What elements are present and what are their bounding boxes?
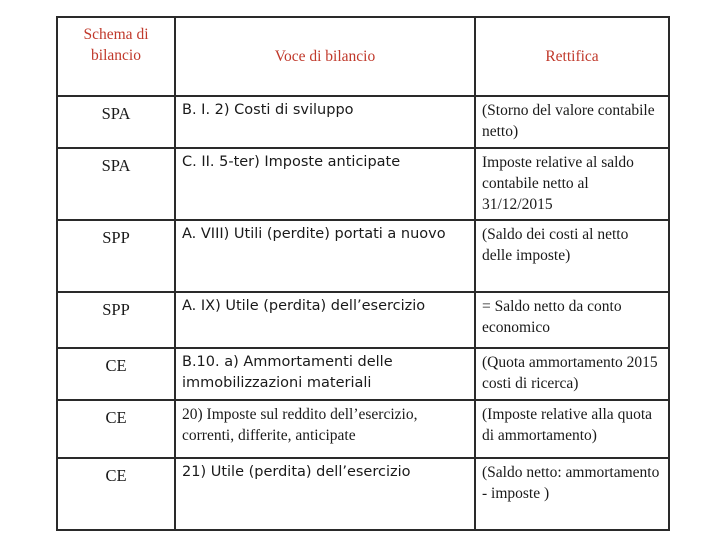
voce-cell: 20) Imposte sul reddito dell’esercizio, correnti, differite, anticipate xyxy=(175,400,475,458)
table-row xyxy=(57,96,669,148)
voce-cell: 21) Utile (perdita) dell’esercizio xyxy=(175,458,475,530)
rettifiche-table xyxy=(56,16,670,531)
rettifica-cell: (Storno del valore contabile netto) xyxy=(475,96,669,148)
voce-cell: A. VIII) Utili (perdite) portati a nuovo xyxy=(175,220,475,292)
rettifica-cell: = Saldo netto da conto economico xyxy=(475,292,669,348)
schema-cell: CE xyxy=(57,458,175,530)
table-row xyxy=(57,348,669,400)
rettifica-cell: (Imposte relative alla quota di ammortamento) xyxy=(475,400,669,458)
schema-cell: CE xyxy=(57,348,175,400)
schema-cell: SPA xyxy=(57,148,175,220)
table-row xyxy=(57,148,669,220)
voce-cell: B. I. 2) Costi di sviluppo xyxy=(175,96,475,148)
header-row xyxy=(57,17,669,96)
table-row xyxy=(57,458,669,530)
rettifica-cell: (Quota ammortamento 2015 costi di ricerca) xyxy=(475,348,669,400)
schema-cell: CE xyxy=(57,400,175,458)
voce-cell: C. II. 5-ter) Imposte anticipate xyxy=(175,148,475,220)
schema-cell: SPA xyxy=(57,96,175,148)
schema-cell: SPP xyxy=(57,292,175,348)
header-schema-di-bilancio: Schema di bilancio xyxy=(57,17,175,96)
voce-cell: A. IX) Utile (perdita) dell’esercizio xyxy=(175,292,475,348)
table-row xyxy=(57,220,669,292)
table-row xyxy=(57,292,669,348)
table-row xyxy=(57,400,669,458)
rettifica-cell: Imposte relative al saldo contabile netto al 31/12/2015 xyxy=(475,148,669,220)
rettifica-cell: (Saldo dei costi al netto delle imposte) xyxy=(475,220,669,292)
voce-cell: B.10. a) Ammortamenti delle immobilizzazioni materiali xyxy=(175,348,475,400)
header-rettifica: Rettifica xyxy=(475,17,669,96)
rettifica-cell: (Saldo netto: ammortamento - imposte ) xyxy=(475,458,669,530)
schema-cell: SPP xyxy=(57,220,175,292)
header-voce-di-bilancio: Voce di bilancio xyxy=(175,17,475,96)
